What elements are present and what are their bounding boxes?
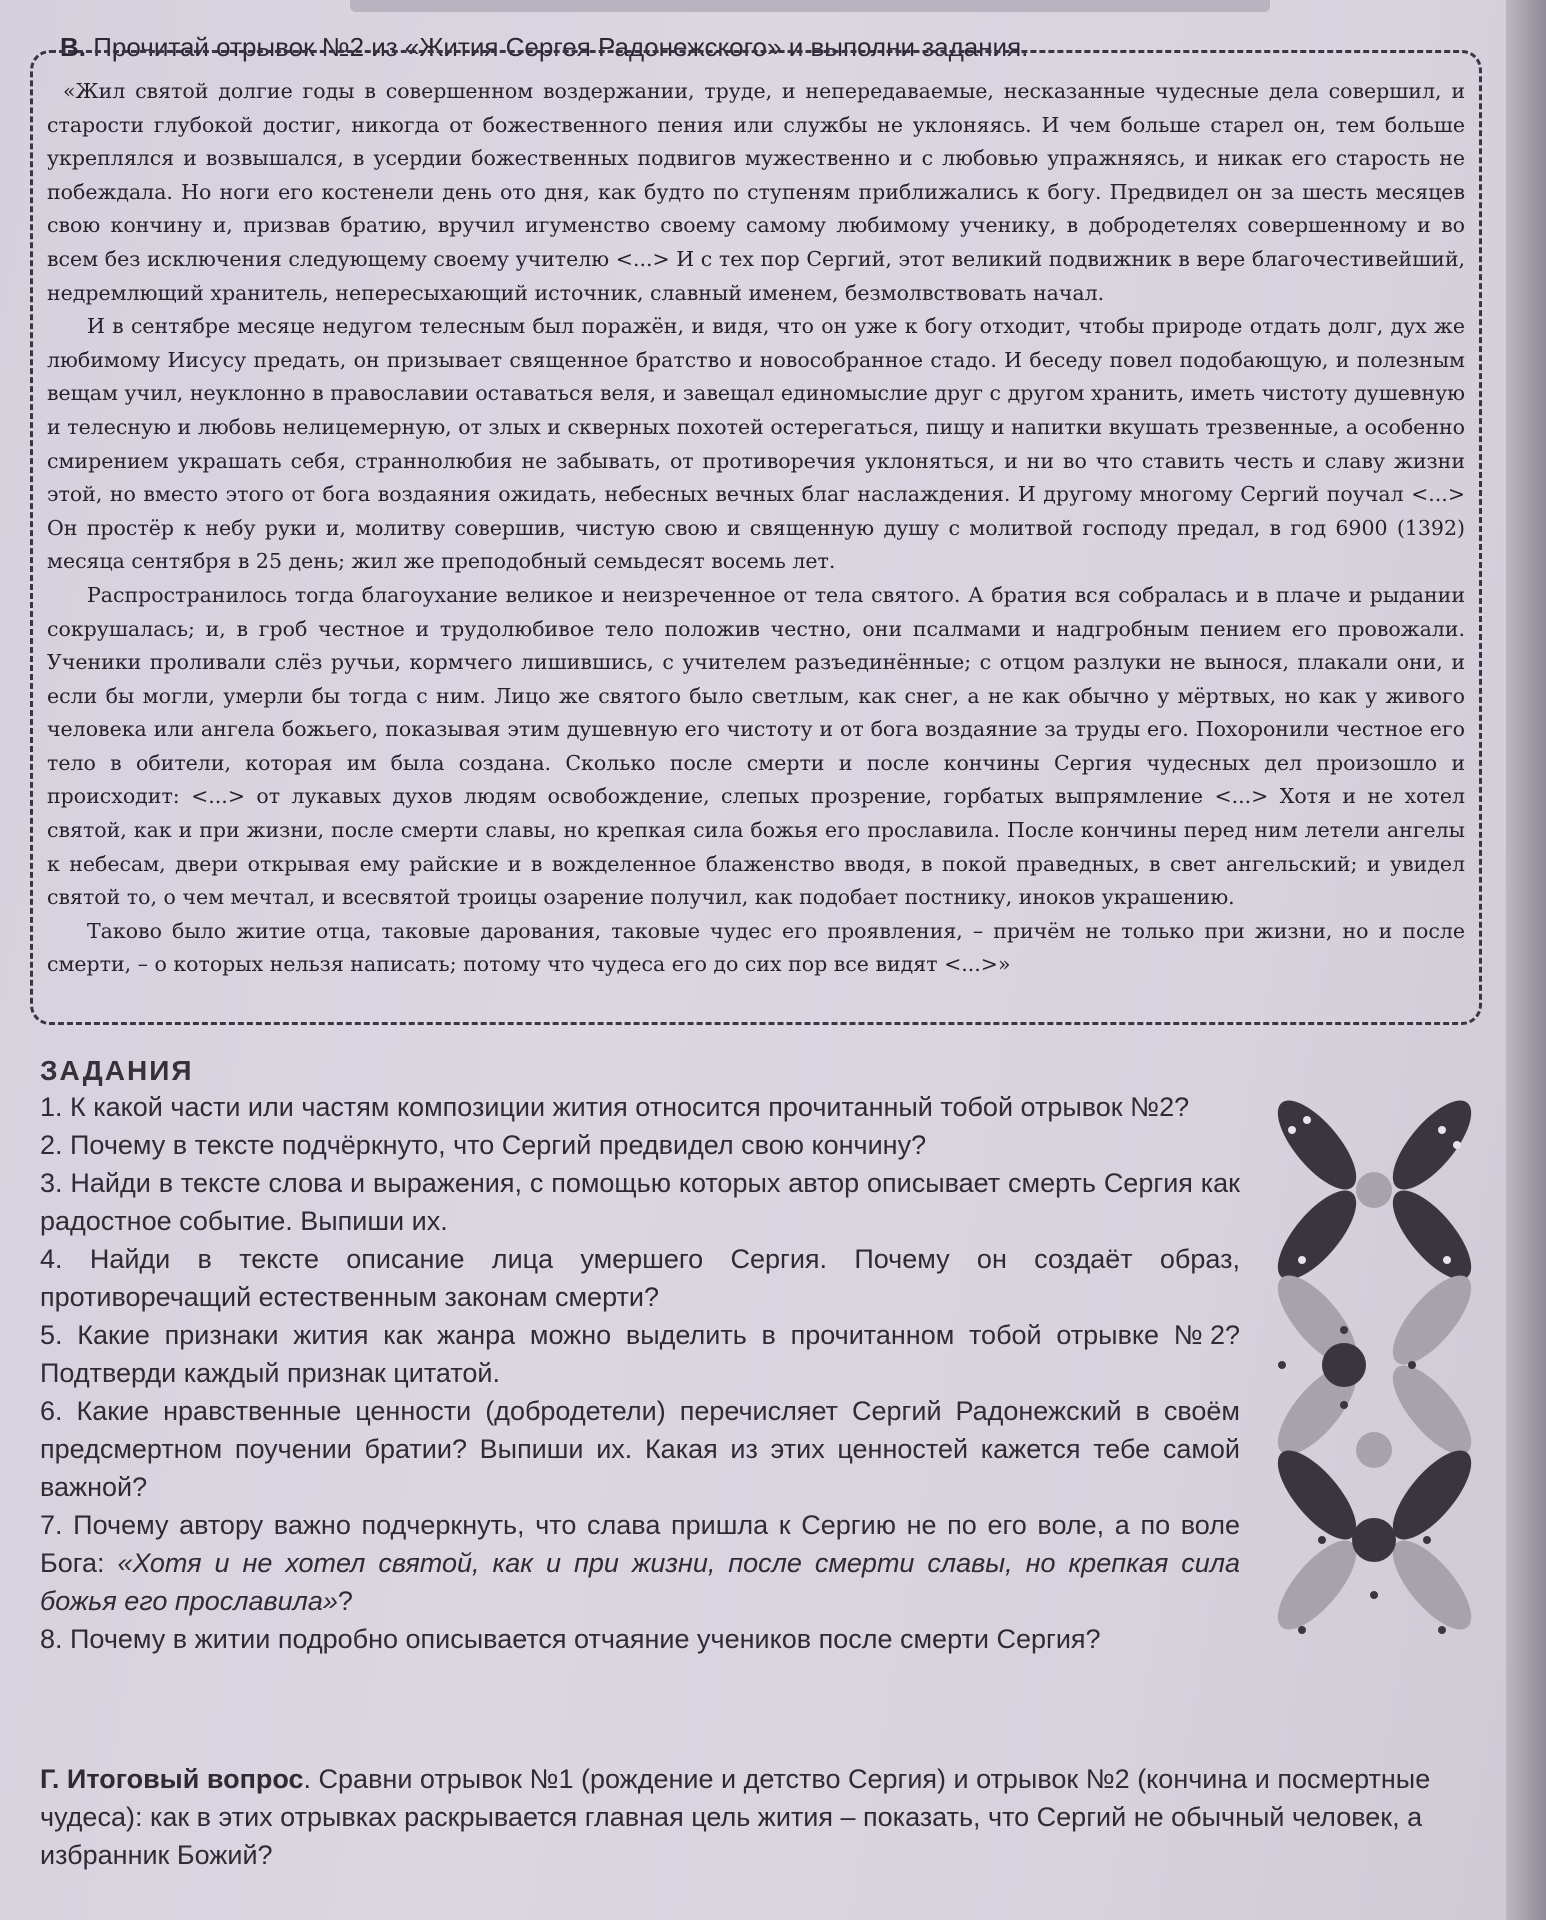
task-1: 1. К какой части или частям композиции жития относится прочитанный тобой отрывок №2? bbox=[40, 1092, 1190, 1122]
task-3: 3. Найди в тексте слова и выражения, с помощью которых автор описывает смерть Сергия как радостное событие. Выпиши их. bbox=[40, 1168, 1240, 1236]
section-b-title-text: Прочитай отрывок №2 из «Жития Сергея Радонежского» и выполни задания. bbox=[93, 32, 1029, 62]
passage-paragraph-1: «Жил святой долгие годы в совершенном воздержании, труде, и непередаваемые, несказанные чудесные дела совершил, и старости глубокой достиг, никогда от божественного пения или службы не уклоняясь. И чем больше старел он, тем больше укреплялся и возвышался, в усердии божественных подвигов мужественно и с любовью упражняясь, и никак его старость не побеждала. Но ноги его костенели день ото дня, как будто по ступеням приближались к богу. Предвидел он за шесть месяцев свою кончину и, призвав братию, вручил игуменство своему самому любимому ученику, в добродетелях совершенному и во всем без исключения следующему своему учителю <...> И с тех пор Сергий, этот великий подвижник в вере благочестивейший, недремлющий хранитель, непересыхающий источник, славный именем, безмолвствовать начал. bbox=[47, 79, 1465, 305]
section-b-label: В. bbox=[60, 32, 86, 62]
passage-paragraph-2: И в сентябре месяце недугом телесным был поражён, и видя, что он уже к богу отходит, чтобы природе отдать долг, дух же любимому Иисусу предать, он призывает священное братство и новособранное стадо. И беседу повел подобающую, и полезным вещам учил, неуклонно в православии оставаться веля, и завещал единомыслие друг с другом хранить, иметь чистоту душевную и телесную и любовь нелицемерную, от злых и скверных похотей остерегаться, пищу и напитки вкушать трезвенные, а особенно смирением украшать себя, страннолюбия не забывать, от противоречия уклоняться, и ни во что ставить честь и славу жизни этой, но вместо этого от бога воздаяния ожидать, небесных вечных благ наслаждения. И другому многому Сергий поучал <...> Он простёр к небу руки и, молитву совершив, чистую свою и священную душу с молитвой господу предал, в год 6900 (1392) месяца сентября в 25 день; жил же преподобный семьдесят восемь лет. bbox=[47, 314, 1465, 574]
floral-lattice-ornament-icon bbox=[1262, 1090, 1492, 1690]
tasks-list bbox=[40, 1088, 1240, 1658]
task-7 bbox=[40, 1506, 1240, 1620]
task-2: 2. Почему в тексте подчёркнуто, что Сергий предвидел свою кончину? bbox=[40, 1130, 927, 1160]
task-7-quote: «Хотя и не хотел святой, как и при жизни, после смерти славы, но крепкая сила божья его прославила» bbox=[40, 1548, 1240, 1616]
final-question-text: . Сравни отрывок №1 (рождение и детство Сергия) и отрывок №2 (кончина и посмертные чудеса): как в этих отрывках раскрывается главная цель жития – показать, что Сергий не обычный человек, а избранник Божий? bbox=[40, 1764, 1431, 1870]
tasks-heading: ЗАДАНИЯ bbox=[40, 1055, 194, 1086]
final-question bbox=[40, 1760, 1480, 1874]
task-8: 8. Почему в житии подробно описывается отчаяние учеников после смерти Сергия? bbox=[40, 1624, 1101, 1654]
task-7-end: ? bbox=[337, 1586, 353, 1616]
page-binding-shadow bbox=[1506, 0, 1546, 1920]
task-5: 5. Какие признаки жития как жанра можно выделить в прочитанном тобой отрывке №2? Подтверди каждый признак цитатой. bbox=[40, 1320, 1240, 1388]
top-page-edge bbox=[350, 0, 1270, 12]
final-question-label: Г. Итоговый вопрос bbox=[40, 1764, 304, 1794]
task-7-text: 7. Почему автору важно подчеркнуть, что слава пришла к Сергию не по его воле, а по воле Бога: bbox=[40, 1510, 1240, 1578]
passage-frame bbox=[30, 50, 1482, 1025]
passage-paragraph-4: Таково было житие отца, таковые дарования, таковые чудес его проявления, – причём не только при жизни, но и после смерти, – о которых нельзя написать; потому что чудеса его до сих пор все видят <...>» bbox=[47, 918, 1465, 977]
passage-text bbox=[47, 75, 1465, 982]
task-6: 6. Какие нравственные ценности (добродетели) перечисляет Сергий Радонежский в своём предсмертном поучении братии? Выпиши их. Какая из этих ценностей кажется тебе самой важной? bbox=[40, 1396, 1240, 1502]
passage-paragraph-3: Распространилось тогда благоухание великое и неизреченное от тела святого. А братия вся собралась и в плаче и рыдании сокрушалась; и, в гроб честное и трудолюбивое тело положив честно, они псалмами и надгробным пением его провожали. Ученики проливали слёз ручьи, кормчего лишившись, с учителем разъединённые; с отцом разлуки не вынося, плакали они, и если бы могли, умерли бы тогда с ним. Лицо же святого было светлым, как снег, а не как обычно у мёртвых, но как у живого человека или ангела божьего, показывая этим душевную его чистоту и от бога воздаяние за труды его. Похоронили честное его тело в обители, которая им была создана. Сколько после смерти и после кончины Сергия чудесных дел произошло и происходит: <...> от лукавых духов людям освобождение, слепых прозрение, горбатых выпрямление <...> Хотя и не хотел святой, как и при жизни, после смерти славы, но крепкая сила божья его прославила. После кончины перед ним летели ангелы к небесам, двери открывая ему райские и в вожделенное блаженство вводя, в покой праведных, в свет ангельский; и увидел святой то, о чем мечтал, и всесвятой троицы озарение получил, как подобает постнику, иноков украшению. bbox=[47, 582, 1465, 910]
task-4: 4. Найди в тексте описание лица умершего Сергия. Почему он создаёт образ, противоречащий естественным законам смерти? bbox=[40, 1244, 1240, 1312]
